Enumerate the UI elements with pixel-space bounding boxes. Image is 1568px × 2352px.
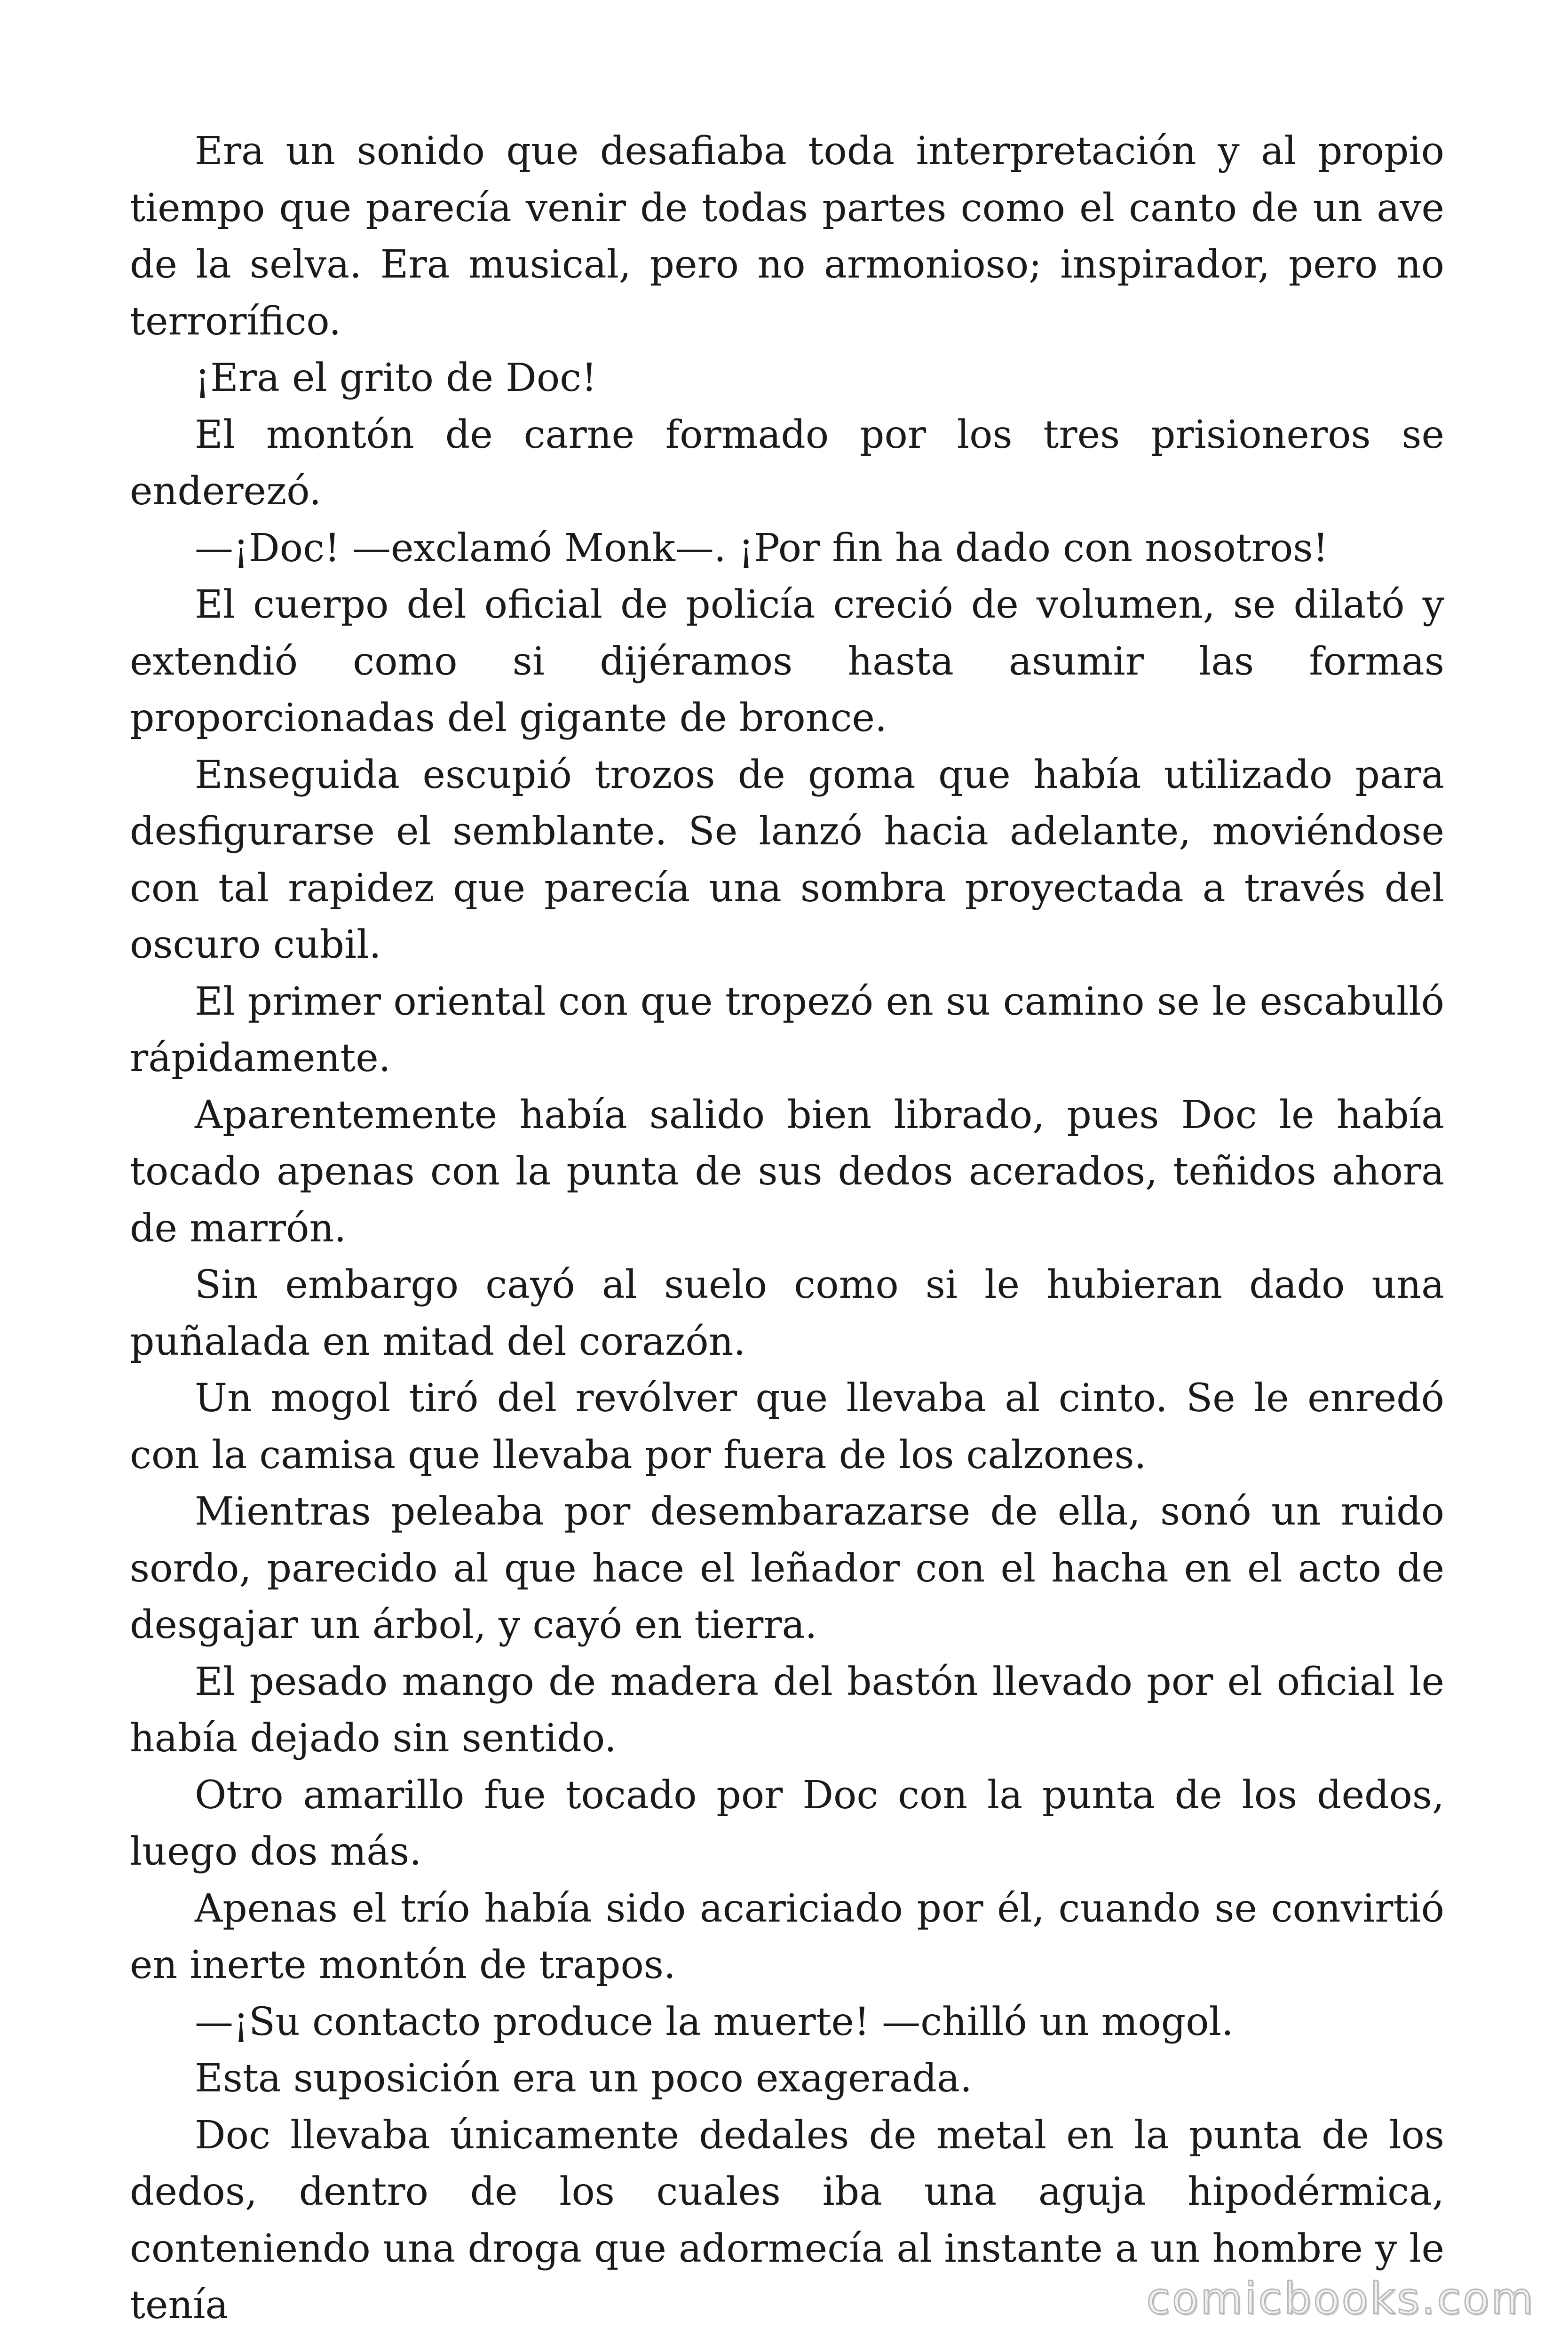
paragraph: Esta suposición era un poco exagerada. — [195, 2056, 973, 2101]
paragraph: El cuerpo del oficial de policía creció de volumen, se dilató y extendió como si dijéramos hasta asumir las formas proporcionadas del gigante de bronce. — [130, 582, 1444, 740]
paragraph: Sin embargo cayó al suelo como si le hubieran dado una puñalada en mitad del corazón. — [130, 1263, 1444, 1364]
paragraph: El primer oriental con que tropezó en su camino se le escabulló rápidamente. — [130, 979, 1444, 1081]
paragraph: —¡Su contacto produce la muerte! —chilló un mogol. — [195, 1999, 1234, 2044]
paragraph: El pesado mango de madera del bastón llevado por el oficial le había dejado sin sentido. — [130, 1659, 1444, 1761]
paragraph-continued: Doc llevaba únicamente dedales de metal en la punta de los dedos, dentro de los cuales iba una aguja hipodérmica, conteniendo una droga que adormecía al instante a un hombre y le tenía — [130, 2113, 1444, 2328]
paragraph: Otro amarillo fue tocado por Doc con la punta de los dedos, luego dos más. — [130, 1772, 1444, 1874]
paragraph: ¡Era el grito de Doc! — [195, 356, 597, 400]
watermark: comicbooks.com — [1146, 2273, 1535, 2324]
paragraph: Un mogol tiró del revólver que llevaba al cinto. Se le enredó con la camisa que llevaba por fuera de los calzones. — [130, 1376, 1444, 1478]
body-text — [130, 123, 1444, 2334]
paragraph: Enseguida escupió trozos de goma que había utilizado para desfigurarse el semblante. Se lanzó hacia adelante, moviéndose con tal rapidez que parecía una sombra proyectada a través del oscuro cubil. — [130, 752, 1444, 967]
paragraph: Mientras peleaba por desembarazarse de ella, sonó un ruido sordo, parecido al que hace el leñador con el hacha en el acto de desgajar un árbol, y cayó en tierra. — [130, 1489, 1444, 1647]
paragraph: El montón de carne formado por los tres prisioneros se enderezó. — [130, 412, 1444, 514]
paragraph: Apenas el trío había sido acariciado por él, cuando se convirtió en inerte montón de trapos. — [130, 1886, 1444, 1987]
paragraph: Aparentemente había salido bien librado, pues Doc le había tocado apenas con la punta de sus dedos acerados, teñidos ahora de marrón. — [130, 1092, 1444, 1251]
paragraph: Era un sonido que desafiaba toda interpretación y al propio tiempo que parecía venir de todas partes como el canto de un ave de la selva. Era musical, pero no armonioso; inspirador, pero no terrorífico. — [130, 129, 1444, 344]
paragraph: —¡Doc! —exclamó Monk—. ¡Por fin ha dado con nosotros! — [195, 525, 1329, 571]
